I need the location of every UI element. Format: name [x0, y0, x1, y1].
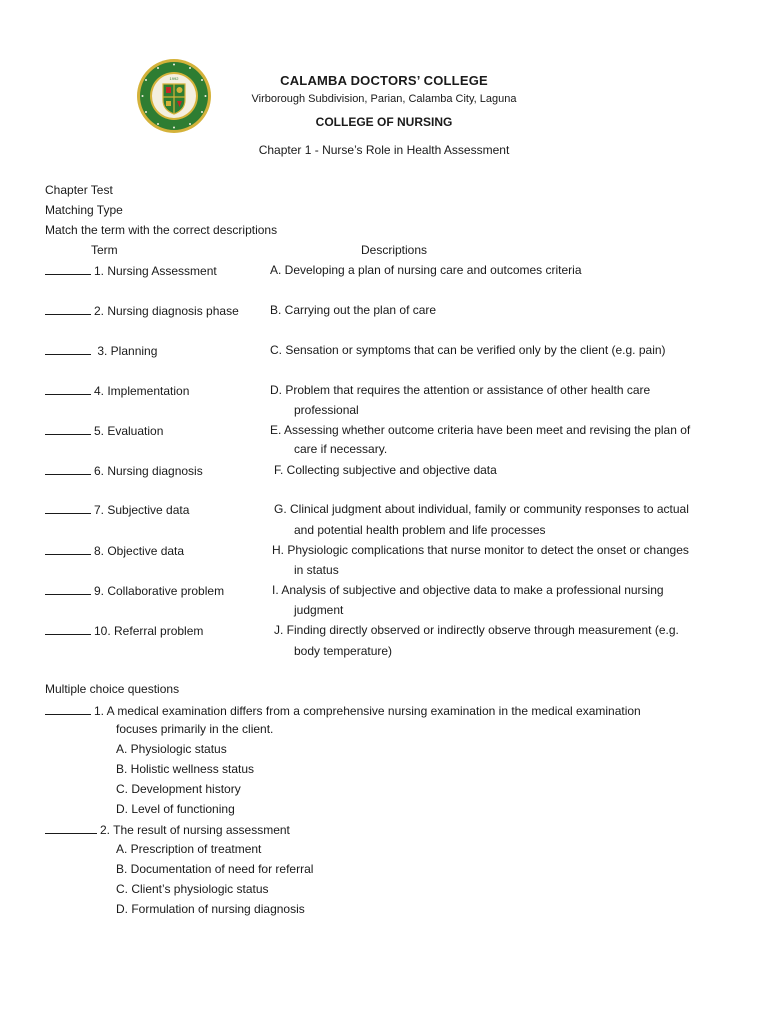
choice-option: A. Prescription of treatment — [116, 842, 262, 856]
answer-blank[interactable] — [45, 462, 91, 475]
matching-description: H. Physiologic complications that nurse monitor to detect the onset or changes — [272, 543, 689, 557]
answer-blank[interactable] — [45, 422, 91, 435]
choice-option: C. Development history — [116, 782, 241, 796]
matching-term-row: 8. Objective data — [45, 542, 184, 559]
matching-term-row: 10. Referral problem — [45, 622, 203, 639]
question-stem: 1. A medical examination differs from a comprehensive nursing examination in the medical examination — [45, 702, 641, 719]
matching-description-cont: professional — [294, 403, 359, 417]
seal-year: 1992 — [169, 76, 179, 81]
test-label: Chapter Test — [45, 183, 113, 197]
matching-description: B. Carrying out the plan of care — [270, 303, 437, 317]
chapter-title: Chapter 1 - Nurse’s Role in Health Assessment — [258, 143, 510, 157]
answer-blank[interactable] — [45, 702, 91, 715]
matching-description: F. Collecting subjective and objective data — [274, 463, 497, 477]
matching-description-cont: body temperature) — [294, 644, 393, 658]
matching-description: A. Developing a plan of nursing care and outcomes criteria — [270, 263, 582, 277]
matching-description: E. Assessing whether outcome criteria have been meet and revising the plan of — [270, 423, 691, 437]
matching-description: D. Problem that requires the attention or assistance of other health care — [270, 383, 651, 397]
matching-term-row: 2. Nursing diagnosis phase — [45, 302, 239, 319]
multiple-choice-heading: Multiple choice questions — [45, 682, 180, 696]
type-label: Matching Type — [45, 203, 123, 217]
term-column-header: Term — [91, 243, 118, 257]
matching-term-row: 7. Subjective data — [45, 501, 189, 518]
matching-term-row: 9. Collaborative problem — [45, 582, 224, 599]
matching-description: C. Sensation or symptoms that can be verified only by the client (e.g. pain) — [270, 343, 666, 357]
choice-option: D. Level of functioning — [116, 802, 235, 816]
matching-description: J. Finding directly observed or indirectly observe through measurement (e.g. — [274, 623, 679, 637]
choice-option: B. Documentation of need for referral — [116, 862, 314, 876]
descriptions-column-header: Descriptions — [361, 243, 428, 257]
matching-description-cont: care if necessary. — [294, 442, 388, 456]
answer-blank[interactable] — [45, 542, 91, 555]
matching-term-row: 5. Evaluation — [45, 422, 163, 439]
matching-term-row: 3. Planning — [45, 342, 157, 359]
matching-term-row: 4. Implementation — [45, 382, 189, 399]
choice-option: B. Holistic wellness status — [116, 762, 255, 776]
college-address: Virborough Subdivision, Parian, Calamba City, Laguna — [251, 93, 517, 105]
matching-term-row: 1. Nursing Assessment — [45, 262, 217, 279]
matching-term-row: 6. Nursing diagnosis — [45, 462, 203, 479]
choice-option: D. Formulation of nursing diagnosis — [116, 902, 305, 916]
answer-blank[interactable] — [45, 622, 91, 635]
answer-blank[interactable] — [45, 382, 91, 395]
answer-blank[interactable] — [45, 342, 91, 355]
college-name: CALAMBA DOCTORS’ COLLEGE — [280, 73, 488, 88]
matching-description-cont: in status — [294, 563, 339, 577]
answer-blank[interactable] — [45, 501, 91, 514]
choice-option: A. Physiologic status — [116, 742, 227, 756]
answer-blank[interactable] — [45, 821, 97, 834]
matching-description: I. Analysis of subjective and objective data to make a professional nursing — [272, 583, 664, 597]
matching-description-cont: and potential health problem and life processes — [294, 523, 546, 537]
answer-blank[interactable] — [45, 262, 91, 275]
answer-blank[interactable] — [45, 582, 91, 595]
matching-description: G. Clinical judgment about individual, family or community responses to actual — [274, 502, 689, 516]
answer-blank[interactable] — [45, 302, 91, 315]
choice-option: C. Client’s physiologic status — [116, 882, 269, 896]
instruction-text: Match the term with the correct descriptions — [45, 223, 278, 237]
matching-description-cont: judgment — [294, 603, 344, 617]
question-stem: 2. The result of nursing assessment — [45, 821, 290, 838]
department-name: COLLEGE OF NURSING — [315, 115, 453, 129]
question-stem-cont: focuses primarily in the client. — [116, 722, 274, 736]
